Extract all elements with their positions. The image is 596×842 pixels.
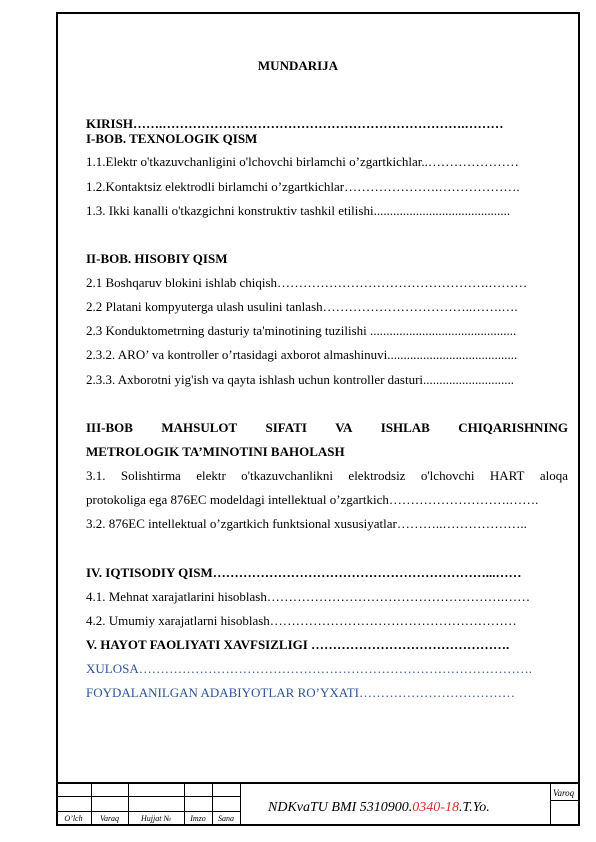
stamp-row-line	[56, 796, 240, 797]
toc-item-2-2: 2.2 Platani kompyuterga ulash usulini tanlash……………………………..…….….	[86, 299, 518, 314]
stamp-caption-hujjat: Hujjat №	[141, 814, 171, 823]
toc-item-3-2: 3.2. 876EC intellektual o’zgartkich funktsional xususiyatlar………..………………..	[86, 516, 527, 531]
toc-adabiyotlar: FOYDALANILGAN ADABIYOTLAR RO’YXATI………………………………	[86, 685, 515, 700]
toc-xulosa: XULOSA……………………………………………………………………………….	[86, 661, 532, 676]
document-code-suffix: .T.Yo.	[458, 800, 490, 815]
stamp-divider	[550, 784, 551, 826]
stamp-row-line	[550, 800, 580, 801]
stamp-divider	[240, 784, 241, 826]
toc-chapter-2: II-BOB. HISOBIY QISM	[86, 251, 228, 266]
toc-item-1-2: 1.2.Kontaktsiz elektrodli birlamchi o’zgartkichlar………………….……………….	[86, 179, 520, 194]
toc-chapter-3-word: VA	[335, 420, 353, 435]
stamp-caption-imzo: Imzo	[190, 814, 206, 823]
toc-chapter-3	[86, 420, 568, 436]
title-block-stamp	[56, 782, 580, 826]
toc-item-1-1: 1.1.Elektr o'tkazuvchanligini o'lchovchi birlamchi o’zgartkichlar..…………………	[86, 154, 519, 169]
toc-item-2-3-2: 2.3.2. ARO’ va kontroller o’rtasidagi axborot almashinuvi........................................	[86, 347, 518, 362]
toc-item-2-3-3: 2.3.3. Axborotni yig'ish va qayta ishlash uchun kontroller dasturi............................	[86, 372, 515, 387]
toc-item-3-1-word: elektr	[196, 468, 226, 483]
toc-chapter-3-word: SIFATI	[265, 420, 307, 435]
toc-chapter-3-line2: METROLOGIK TA’MINOTINI BAHOLASH	[86, 444, 345, 459]
toc-item-3-1-word: elektrodsiz	[348, 468, 406, 483]
toc-chapter-1: I-BOB. TEXNOLOGIK QISM	[86, 131, 258, 146]
stamp-caption-olch: O’lch	[64, 814, 83, 823]
document-code	[268, 800, 490, 816]
toc-chapter-3-word: MAHSULOT	[161, 420, 238, 435]
stamp-varoq-label: Varoq	[553, 788, 575, 798]
toc-item-4-1: 4.1. Mehnat xarajatlarini hisoblash……………………………………………….……	[86, 589, 531, 604]
toc-item-3-1	[86, 468, 568, 484]
stamp-caption-sana: Sana	[218, 814, 234, 823]
document-code-prefix: NDKvaTU BMI 5310900.	[268, 800, 413, 815]
toc-item-4-2: 4.2. Umumiy xarajatlarni hisoblash…………………………………………………	[86, 613, 517, 628]
toc-item-3-1-word: 3.1.	[86, 468, 106, 483]
stamp-row-line	[56, 811, 240, 812]
toc-item-3-1-word: HART	[489, 468, 525, 483]
toc-chapter-4: IV. IQTISODIY QISM………………………………………………………...……	[86, 565, 522, 580]
stamp-caption-varaq: Varaq	[99, 814, 120, 823]
toc-item-3-1-word: Solishtirma	[120, 468, 181, 483]
toc-item-3-1-line2: protokoliga ega 876EC modeldagi intellektual o’zgartkich……………………….…….	[86, 492, 539, 507]
toc-item-2-1: 2.1 Boshqaruv blokini ishlab chiqish………………………………………….………	[86, 275, 528, 290]
toc-kirish: KIRISH…….…………………………………………………………….………	[86, 116, 504, 131]
toc-item-2-3: 2.3 Konduktometrning dasturiy ta'minotining tuzilishi .............................................	[86, 323, 517, 338]
toc-item-3-1-word: aloqa	[539, 468, 568, 483]
toc-chapter-3-word: ISHLAB	[380, 420, 430, 435]
toc-chapter-3-word: CHIQARISHNING	[458, 420, 568, 435]
document-code-number: 0340-18	[412, 800, 459, 815]
toc-chapter-3-word: III-BOB	[86, 420, 133, 435]
toc-item-3-1-word: o'tkazuvchanlikni	[241, 468, 334, 483]
toc-item-3-1-word: o'lchovchi	[420, 468, 475, 483]
toc-chapter-5: V. HAYOT FAOLIYATI XAVFSIZLIGI ……………………………………….	[86, 637, 510, 652]
toc-item-1-3: 1.3. Ikki kanalli o'tkazgichni konstruktiv tashkil etilishi..........................................	[86, 203, 511, 218]
page-title: MUNDARIJA	[257, 58, 339, 73]
